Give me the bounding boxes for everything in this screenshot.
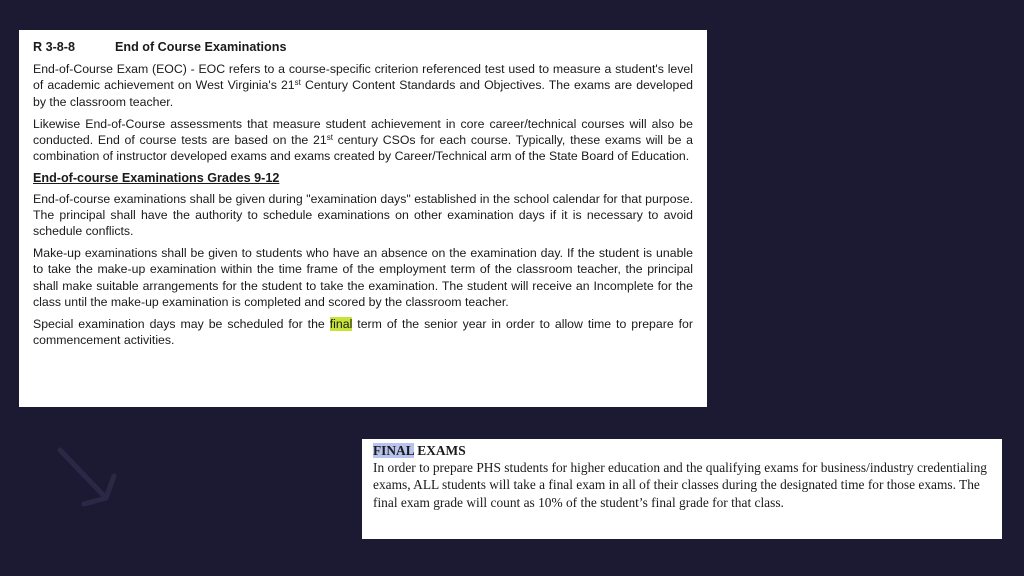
policy-heading	[33, 39, 693, 55]
eoc-definition-text-b: Century Content Standards and Objectives. The exams are developed by the classroom teacher.	[33, 78, 693, 109]
search-highlight-final: final	[329, 317, 353, 332]
final-exams-title-rest: EXAMS	[413, 443, 466, 458]
policy-excerpt-card	[19, 30, 707, 407]
final-exams-body: In order to prepare PHS students for higher education and the qualifying exams for business/industry credentialing exams, ALL students will take a final exam in all of their classes during the designated time for those exams. The final exam grade will count as 10% of the student’s final grade for that class.	[373, 460, 987, 510]
superscript-st: st	[326, 133, 333, 143]
final-exams-excerpt-card	[362, 439, 1002, 539]
final-exams-title	[373, 442, 992, 459]
search-highlight-final-title: FINAL	[373, 443, 414, 458]
career-technical-text-b: century CSOs for each course. Typically, these exams will be a combination of instructor developed exams and exams created by Career/Technical arm of the State Board of Education.	[33, 133, 693, 164]
policy-code: R 3-8-8	[33, 40, 75, 54]
examination-days-paragraph: End-of-course examinations shall be given during "examination days" established in the school calendar for that purpose. The principal shall have the authority to schedule examinations on other examination days if it is necessary to avoid schedule conflicts.	[33, 191, 693, 239]
career-technical-text-a: Likewise End-of-Course assessments that measure student achievement in core career/technical courses will also be conducted. End of course tests are based on the 21	[33, 116, 693, 148]
special-days-paragraph	[33, 316, 693, 348]
make-up-paragraph: Make-up examinations shall be given to students who have an absence on the examination day. If the student is unable to take the make-up examination within the time frame of the employment term of the classroom teacher, the principal shall make suitable arrangements for the student to take the examination. The student will receive an Incomplete for the class until the make-up examination is completed and scored by the classroom teacher.	[33, 246, 693, 309]
grades-subheading: End-of-course Examinations Grades 9-12	[33, 171, 280, 186]
superscript-st: st	[294, 78, 301, 88]
career-technical-paragraph	[33, 116, 693, 165]
eoc-definition-text-a: End-of-Course Exam (EOC) - EOC refers to a course-specific criterion referenced test used to measure a student's level of academic achievement on West Virginia's 21	[33, 62, 693, 93]
eoc-definition-paragraph	[33, 61, 693, 110]
decorative-arrow-icon	[48, 440, 138, 520]
policy-title: End of Course Examinations	[115, 40, 287, 54]
special-days-text-a: Special examination days may be scheduled for the	[33, 317, 330, 332]
special-days-text-b: term of the senior year in order to allow time to prepare for commencement activities.	[33, 317, 693, 348]
